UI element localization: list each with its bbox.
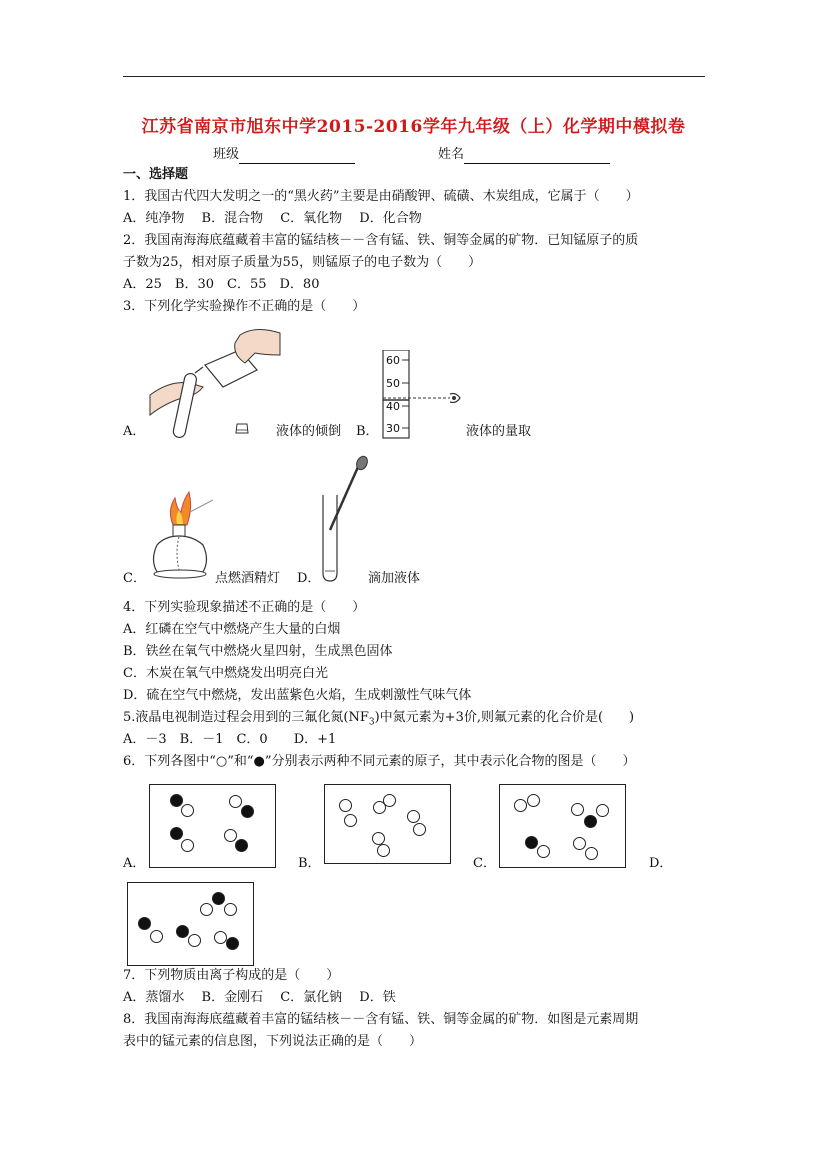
alcohol-lamp-illustration (145, 490, 215, 585)
white-atom-icon (377, 844, 390, 857)
q5-stem-sub: 3 (368, 717, 375, 728)
pouring-liquid-illustration (145, 325, 285, 445)
white-atom-icon (229, 795, 242, 808)
q3-a-letter[interactable]: A． (123, 424, 146, 439)
white-atom-icon (200, 903, 213, 916)
black-atom-icon (170, 794, 183, 807)
white-atom-icon (407, 810, 420, 823)
white-atom-icon (527, 794, 540, 807)
q5-stem (123, 709, 634, 732)
black-atom-icon (235, 839, 248, 852)
q4-option-a[interactable]: A．红磷在空气中燃烧产生大量的白烟 (123, 622, 341, 637)
class-blank[interactable] (239, 149, 355, 164)
q3-d-letter[interactable]: D． (297, 571, 321, 586)
q6-d-letter[interactable]: D． (649, 856, 673, 871)
q6-a-letter[interactable]: A． (123, 856, 146, 871)
q2-stem-line2: 子数为25，相对原子质量为55，则锰原子的电子数为（ ） (123, 255, 482, 270)
name-label: 姓名 (438, 147, 465, 162)
black-atom-icon (241, 805, 254, 818)
class-field (213, 146, 355, 164)
black-atom-icon (138, 917, 151, 930)
cylinder-tick-60: 60 (386, 354, 400, 367)
q3-d-caption: 滴加液体 (368, 571, 421, 586)
white-atom-icon (188, 934, 201, 947)
white-atom-icon (150, 930, 163, 943)
dropper-test-tube-illustration (318, 455, 373, 585)
exam-title: 江苏省南京市旭东中学2015-2016学年九年级（上）化学期中模拟卷 (141, 117, 686, 137)
q4-option-c[interactable]: C．木炭在氧气中燃烧发出明亮白光 (123, 666, 328, 681)
white-atom-icon (573, 837, 586, 850)
white-atom-icon (571, 803, 584, 816)
white-atom-icon (344, 814, 357, 827)
white-atom-icon (413, 823, 426, 836)
q6-d-diagram (127, 882, 254, 966)
q6-a-diagram (149, 784, 276, 868)
q3-c-letter[interactable]: C． (123, 571, 146, 586)
white-atom-icon (181, 839, 194, 852)
q3-b-caption: 液体的量取 (466, 424, 532, 439)
q3-b-letter[interactable]: B． (356, 424, 379, 439)
white-atom-icon (224, 903, 237, 916)
q5-stem-post: )中氮元素为+3价,则氟元素的化合价是( ) (374, 710, 635, 725)
q7-options: A．蒸馏水 B．金刚石 C．氯化钠 D．铁 (123, 990, 396, 1005)
q6-b-letter[interactable]: B． (298, 856, 321, 871)
q5-options: A．－3 B．－1 C．0 D．+1 (123, 732, 337, 747)
q6-c-letter[interactable]: C． (473, 856, 496, 871)
black-atom-icon (176, 925, 189, 938)
q3-stem: 3．下列化学实验操作不正确的是（ ） (123, 299, 366, 314)
q5-stem-pre: 5.液晶电视制造过程会用到的三氟化氮(NF (123, 710, 369, 725)
q4-stem: 4．下列实验现象描述不正确的是（ ） (123, 600, 366, 615)
cylinder-tick-40: 40 (386, 400, 400, 413)
q1-options: A．纯净物 B．混合物 C．氧化物 D．化合物 (123, 211, 422, 226)
q3-a-caption: 液体的倾倒 (276, 424, 342, 439)
black-atom-icon (525, 836, 538, 849)
white-atom-icon (224, 829, 237, 842)
white-atom-icon (181, 804, 194, 817)
white-atom-icon (537, 845, 550, 858)
q8-stem-line2: 表中的锰元素的信息图，下列说法正确的是（ ） (123, 1034, 423, 1049)
black-atom-icon (170, 827, 183, 840)
white-atom-icon (596, 804, 609, 817)
white-atom-icon (339, 799, 352, 812)
q4-option-d[interactable]: D．硫在空气中燃烧，发出蓝紫色火焰，生成刺激性气味气体 (123, 688, 472, 703)
white-atom-icon (514, 799, 527, 812)
black-atom-icon (584, 815, 597, 828)
cylinder-tick-30: 30 (386, 422, 400, 435)
q6-b-diagram (324, 784, 451, 864)
class-label: 班级 (213, 147, 240, 162)
q2-options: A．25 B．30 C．55 D．80 (123, 277, 320, 292)
q6-c-diagram (499, 784, 626, 868)
q8-stem-line1: 8．我国南海海底蕴藏着丰富的锰结核－－含有锰、铁、铜等金属的矿物．如图是元素周期 (123, 1012, 639, 1027)
header-rule (123, 76, 705, 77)
black-atom-icon (212, 892, 225, 905)
q2-stem-line1: 2．我国南海海底蕴藏着丰富的锰结核－－含有锰、铁、铜等金属的矿物．已知锰原子的质 (123, 233, 639, 248)
black-atom-icon (226, 937, 239, 950)
q1-stem: 1．我国古代四大发明之一的“黑火药”主要是由硝酸钾、硫磺、木炭组成，它属于（ ） (123, 189, 639, 204)
section-heading: 一、选择题 (123, 167, 189, 182)
cylinder-tick-50: 50 (386, 377, 400, 390)
q6-stem: 6．下列各图中“○”和“●”分别表示两种不同元素的原子，其中表示化合物的图是（ ） (123, 754, 636, 769)
q7-stem: 7．下列物质由离子构成的是（ ） (123, 968, 340, 983)
bottle-stopper-illustration (234, 420, 250, 436)
white-atom-icon (383, 794, 396, 807)
q3-c-caption: 点燃酒精灯 (215, 571, 281, 586)
q4-option-b[interactable]: B．铁丝在氧气中燃烧火星四射，生成黑色固体 (123, 644, 393, 659)
white-atom-icon (585, 847, 598, 860)
name-field (438, 146, 610, 164)
name-blank[interactable] (464, 149, 610, 164)
